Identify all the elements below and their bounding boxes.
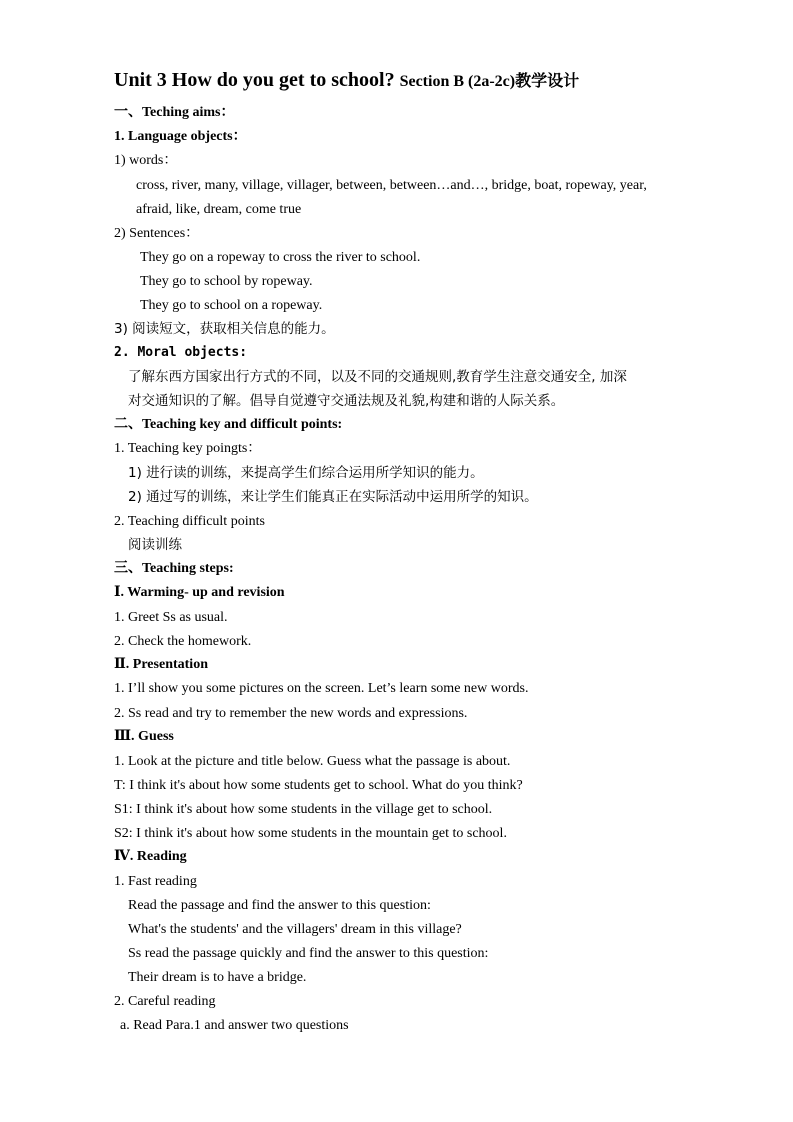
- step-guess-student-2: S2: I think it's about how some students in the mountain get to school.: [114, 826, 507, 841]
- fast-reading-2: What's the students' and the villagers' dream in this village?: [128, 922, 462, 937]
- careful-reading-a: a. Read Para.1 and answer two questions: [120, 1018, 349, 1033]
- step-warming-up-heading: Ⅰ. Warming- up and revision: [114, 585, 285, 600]
- language-objects-heading: 1. Language objects：: [114, 129, 247, 144]
- step-guess-1: 1. Look at the picture and title below. Guess what the passage is about.: [114, 754, 511, 769]
- sentence-3: They go to school on a ropeway.: [140, 298, 323, 313]
- words-list-line2: afraid, like, dream, come true: [136, 202, 302, 217]
- sentences-label: 2) Sentences：: [114, 226, 200, 241]
- section-heading-steps: 三、Teaching steps:: [114, 561, 234, 576]
- step-reading-heading: Ⅳ. Reading: [114, 849, 187, 864]
- words-list-line1: cross, river, many, village, villager, between, between…and…, bridge, boat, ropeway, year,: [136, 178, 647, 193]
- key-point-2: 2) 通过写的训练，来让学生们能真正在实际活动中运用所学的知识。: [128, 489, 538, 505]
- step-guess-heading: Ⅲ. Guess: [114, 729, 174, 744]
- document-title: [114, 68, 579, 94]
- step-warming-up-1: 1. Greet Ss as usual.: [114, 610, 228, 625]
- step-warming-up-2: 2. Check the homework.: [114, 634, 252, 649]
- step-presentation-2: 2. Ss read and try to remember the new words and expressions.: [114, 706, 468, 721]
- moral-line-2: 对交通知识的了解。倡导自觉遵守交通法规及礼貌,构建和谐的人际关系。: [128, 393, 565, 409]
- step-presentation-heading: Ⅱ. Presentation: [114, 657, 208, 672]
- reading-ability-line: 3) 阅读短文，获取相关信息的能力。: [114, 321, 335, 337]
- sentence-2: They go to school by ropeway.: [140, 274, 313, 289]
- fast-reading-3: Ss read the passage quickly and find the answer to this question:: [128, 946, 489, 961]
- section-heading-key-points: 二、Teaching key and difficult points:: [114, 417, 343, 432]
- fast-reading-label: 1. Fast reading: [114, 874, 197, 889]
- difficult-point: 阅读训练: [128, 537, 182, 553]
- key-point-1: 1) 进行读的训练，来提高学生们综合运用所学知识的能力。: [128, 465, 484, 481]
- careful-reading-label: 2. Careful reading: [114, 994, 216, 1009]
- title-section: Section B (2a-2c)教学设计: [399, 73, 580, 90]
- fast-reading-4: Their dream is to have a bridge.: [128, 970, 307, 985]
- step-presentation-1: 1. I’ll show you some pictures on the screen. Let’s learn some new words.: [114, 681, 529, 696]
- moral-objects-heading: 2. Moral objects:: [114, 345, 248, 360]
- key-points-label: 1. Teaching key poingts：: [114, 441, 262, 456]
- step-guess-teacher: T: I think it's about how some students get to school. What do you think?: [114, 778, 523, 793]
- words-label: 1) words：: [114, 153, 178, 168]
- fast-reading-1: Read the passage and find the answer to this question:: [128, 898, 431, 913]
- sentence-1: They go on a ropeway to cross the river to school.: [140, 250, 421, 265]
- moral-line-1: 了解东西方国家出行方式的不同，以及不同的交通规则,教育学生注意交通安全, 加深: [128, 369, 627, 385]
- step-guess-student-1: S1: I think it's about how some students in the village get to school.: [114, 802, 493, 817]
- title-main: Unit 3 How do you get to school?: [114, 69, 395, 91]
- section-heading-aims: 一、Teching aims：: [114, 105, 235, 120]
- difficult-points-label: 2. Teaching difficult points: [114, 514, 265, 529]
